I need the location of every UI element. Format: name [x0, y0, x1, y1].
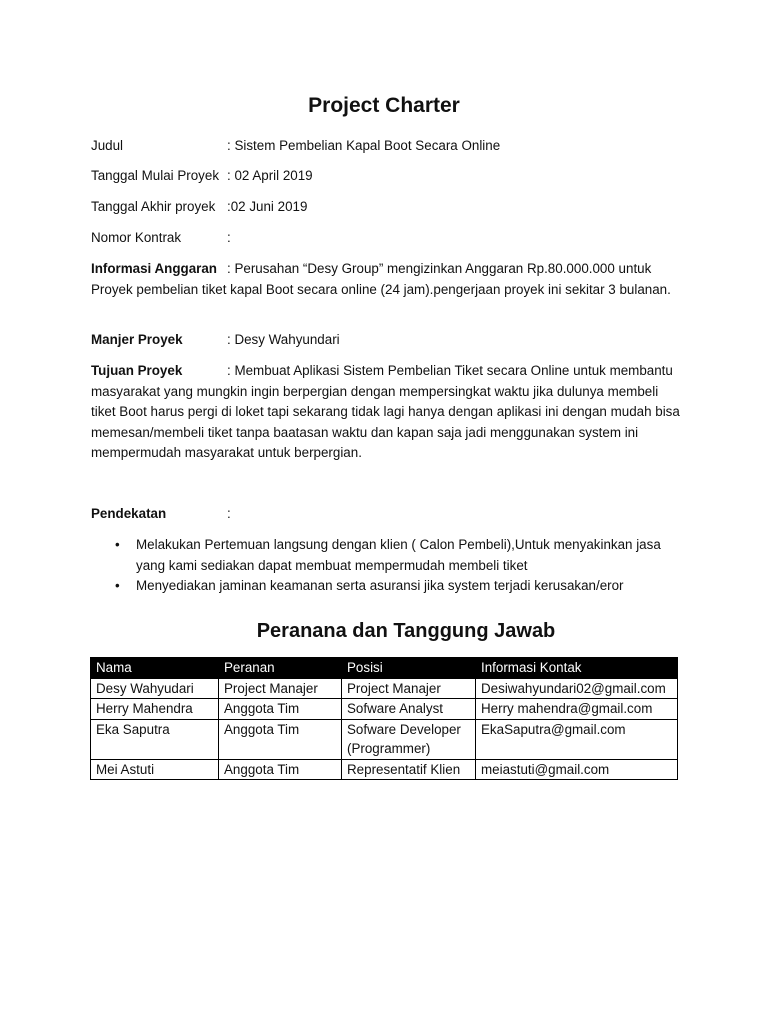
- cell-nama: Herry Mahendra: [91, 699, 219, 720]
- cell-kontak: meiastuti@gmail.com: [476, 759, 678, 780]
- field-label: Informasi Anggaran: [91, 261, 217, 276]
- column-header-kontak: Informasi Kontak: [476, 658, 678, 679]
- field-value: : 02 April 2019: [227, 168, 313, 183]
- field-label: Pendekatan: [91, 506, 167, 521]
- cell-posisi: Sofware Developer (Programmer): [342, 719, 476, 759]
- cell-kontak: EkaSaputra@gmail.com: [476, 719, 678, 759]
- roles-table: [90, 657, 678, 780]
- field-nomor-kontrak: [91, 228, 671, 249]
- column-header-peranan: Peranan: [219, 658, 342, 679]
- field-label: Nomor Kontrak: [91, 230, 182, 245]
- field-pendekatan: [91, 504, 671, 525]
- cell-posisi: Project Manajer: [342, 678, 476, 699]
- field-tanggal-akhir: [91, 197, 671, 218]
- field-label: Judul: [91, 138, 124, 153]
- field-label: Tanggal Akhir proyek: [91, 199, 216, 214]
- field-value-first: : Perusahan “Desy Group” mengizinkan Anggaran Rp.80.000.000 untuk: [227, 261, 652, 276]
- column-header-nama: Nama: [91, 658, 219, 679]
- cell-kontak: Herry mahendra@gmail.com: [476, 699, 678, 720]
- bullet-icon: •: [115, 537, 120, 552]
- list-item: [91, 576, 681, 597]
- roles-heading: Peranana dan Tanggung Jawab: [256, 620, 556, 642]
- table-row: [91, 719, 678, 759]
- field-value-rest: Proyek pembelian tiket kapal Boot secara online (24 jam).pengerjaan proyek ini sekitar 3 bulanan.: [91, 281, 671, 297]
- table-row: [91, 699, 678, 720]
- table-row: [91, 759, 678, 780]
- cell-posisi: Sofware Analyst: [342, 699, 476, 720]
- field-value: :: [227, 230, 231, 245]
- field-tujuan-proyek: [91, 361, 681, 464]
- table-row: [91, 678, 678, 699]
- field-manajer-proyek: [91, 330, 671, 351]
- field-label: Tujuan Proyek: [91, 363, 183, 378]
- field-label: Tanggal Mulai Proyek: [91, 168, 220, 183]
- cell-nama: Eka Saputra: [91, 719, 219, 759]
- cell-peranan: Anggota Tim: [219, 759, 342, 780]
- cell-nama: Desy Wahyudari: [91, 678, 219, 699]
- page-title: Project Charter: [308, 94, 460, 117]
- field-label: Manjer Proyek: [91, 332, 183, 347]
- cell-posisi: Representatif Klien: [342, 759, 476, 780]
- approach-list: [91, 535, 681, 597]
- field-value-first: : Membuat Aplikasi Sistem Pembelian Tiket secara Online untuk: [227, 363, 606, 378]
- bullet-icon: •: [115, 578, 120, 593]
- field-judul: [91, 136, 671, 157]
- cell-kontak: Desiwahyundari02@gmail.com: [476, 678, 678, 699]
- column-header-posisi: Posisi: [342, 658, 476, 679]
- cell-peranan: Project Manajer: [219, 678, 342, 699]
- field-value: : Sistem Pembelian Kapal Boot Secara Online: [227, 138, 501, 153]
- list-item: [91, 535, 681, 576]
- list-item-text: Melakukan Pertemuan langsung dengan klien ( Calon Pembeli),Untuk menyakinkan jasa yang kami sediakan dapat membuat mempermudah membeli tiket: [136, 537, 661, 573]
- field-informasi-anggaran: [91, 259, 681, 300]
- table-header-row: [91, 658, 678, 679]
- field-tanggal-mulai: [91, 166, 671, 187]
- field-value: : Desy Wahyundari: [227, 332, 340, 347]
- field-value: :02 Juni 2019: [227, 199, 308, 214]
- list-item-text: Menyediakan jaminan keamanan serta asuransi jika system terjadi kerusakan/eror: [136, 578, 624, 593]
- field-value: :: [227, 506, 231, 521]
- field-value-rest: membantu masyarakat yang mungkin ingin berpergian dengan mempersingkat waktu jika dulunya membeli tiket Boot harus pergi di loket tapi sekarang tidak lagi hanya dengan aplikasi ini dengan mudah bisa memesan/membeli tiket tanpa baatasan waktu dan kapan saja jadi menggunakan system ini mempermudah masyarakat untuk berpergian.: [91, 363, 680, 460]
- cell-nama: Mei Astuti: [91, 759, 219, 780]
- cell-peranan: Anggota Tim: [219, 699, 342, 720]
- cell-peranan: Anggota Tim: [219, 719, 342, 759]
